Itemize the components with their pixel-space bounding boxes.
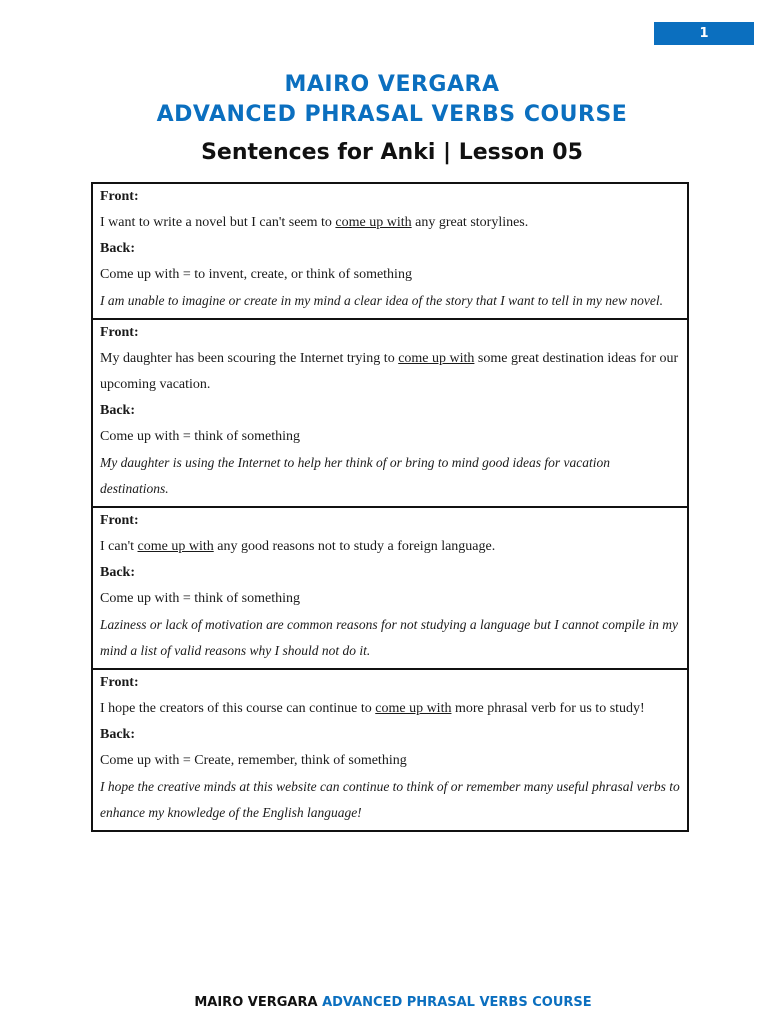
front-sentence: [100, 346, 681, 398]
footer-author: MAIRO VERGARA: [194, 995, 318, 1010]
definition: Come up with = think of something: [100, 429, 300, 444]
phrasal-verb-highlight: come up with: [375, 701, 452, 716]
author-title: MAIRO VERGARA: [284, 72, 500, 97]
definition: Come up with = to invent, create, or think of something: [100, 267, 412, 282]
front-label: Front:: [100, 325, 139, 340]
anki-card-4: [93, 670, 687, 830]
explanation: My daughter is using the Internet to help her think of or bring to mind good ideas for vacation destinations.: [100, 455, 610, 496]
explanation: Laziness or lack of motivation are common reasons for not studying a language but I cannot compile in my mind a list of valid reasons why I should not do it.: [100, 617, 678, 658]
explanation: I hope the creative minds at this website can continue to think of or remember many useful phrasal verbs to enhance my knowledge of the English language!: [100, 779, 680, 820]
front-text-before: I hope the creators of this course can continue to: [100, 701, 376, 716]
phrasal-verb-highlight: come up with: [137, 539, 214, 554]
front-sentence: [100, 534, 681, 560]
front-text-before: My daughter has been scouring the Internet trying to: [100, 351, 399, 366]
explanation: I am unable to imagine or create in my mind a clear idea of the story that I want to tell in my new novel.: [100, 293, 664, 308]
definition: Come up with = Create, remember, think of something: [100, 753, 407, 768]
phrasal-verb-highlight: come up with: [398, 351, 475, 366]
front-text-before: I want to write a novel but I can't seem to: [100, 215, 336, 230]
anki-card-table: [91, 182, 689, 832]
page-number-badge: 1: [654, 22, 754, 45]
front-label: Front:: [100, 189, 139, 204]
course-title: ADVANCED PHRASAL VERBS COURSE: [156, 102, 628, 127]
back-label: Back:: [100, 565, 135, 580]
front-label: Front:: [100, 513, 139, 528]
front-text-before: I can't: [100, 539, 138, 554]
anki-card-1: [93, 184, 687, 320]
back-label: Back:: [100, 403, 135, 418]
front-text-after: some great destination ideas for our upcoming vacation.: [100, 351, 679, 392]
definition: Come up with = think of something: [100, 591, 300, 606]
front-label: Front:: [100, 675, 139, 690]
front-text-after: any good reasons not to study a foreign language.: [213, 539, 496, 554]
anki-card-2: [93, 320, 687, 508]
front-sentence: [100, 696, 681, 722]
front-text-after: more phrasal verb for us to study!: [451, 701, 645, 716]
page-footer: [0, 995, 768, 1010]
front-sentence: [100, 210, 681, 236]
lesson-subtitle: Sentences for Anki | Lesson 05: [201, 140, 583, 165]
footer-course: ADVANCED PHRASAL VERBS COURSE: [322, 995, 592, 1010]
anki-card-3: [93, 508, 687, 670]
phrasal-verb-highlight: come up with: [335, 215, 412, 230]
back-label: Back:: [100, 241, 135, 256]
back-label: Back:: [100, 727, 135, 742]
front-text-after: any great storylines.: [411, 215, 529, 230]
document-header: [0, 70, 768, 168]
